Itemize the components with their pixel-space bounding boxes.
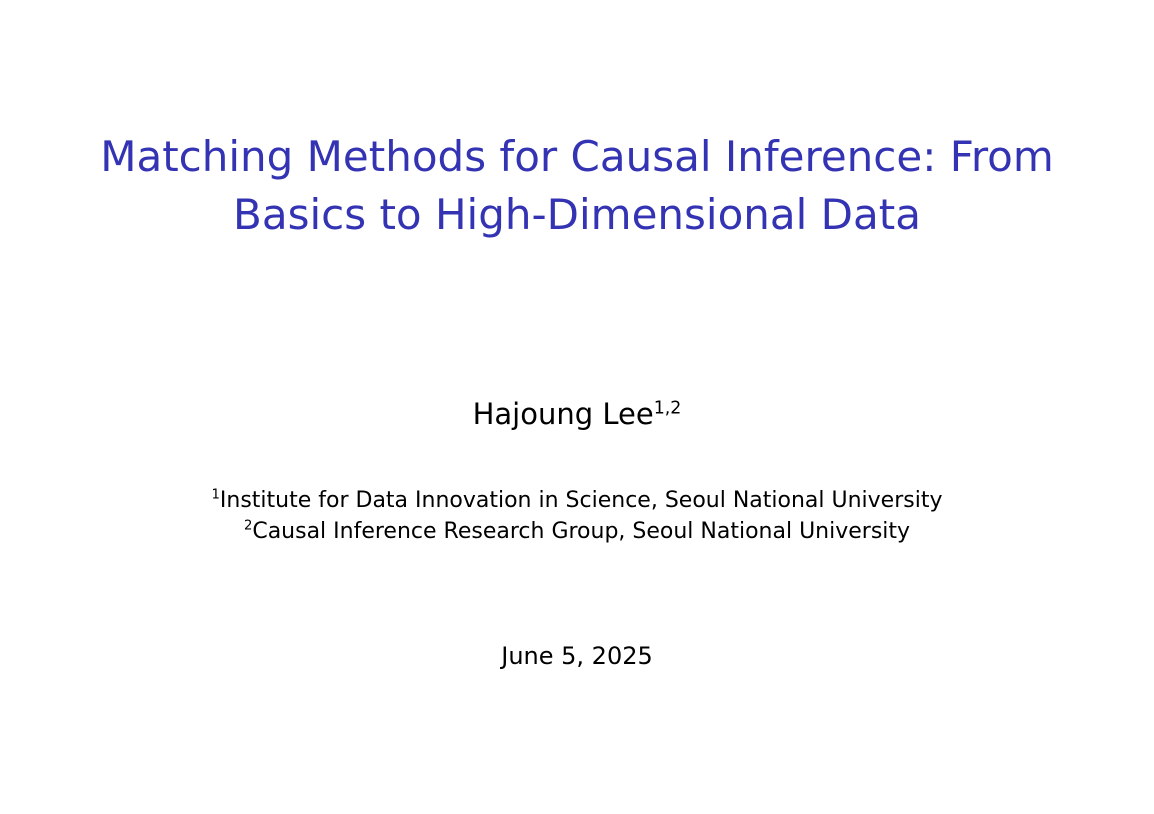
affiliation-2	[0, 516, 1154, 547]
author	[0, 394, 1154, 434]
slide-title-line-2: Basics to High-Dimensional Data	[233, 190, 921, 239]
affiliation-1-mark: 1	[211, 487, 220, 503]
affiliation-2-mark: 2	[243, 518, 253, 534]
slide-title	[0, 128, 1154, 244]
presentation-date: June 5, 2025	[501, 642, 653, 670]
author-affiliation-marks: 1,2	[653, 398, 682, 419]
affiliation-1	[0, 485, 1154, 516]
slide-title-line-1: Matching Methods for Causal Inference: From	[100, 132, 1054, 181]
affiliation-2-text: Causal Inference Research Group, Seoul National University	[252, 519, 911, 544]
author-name: Hajoung Lee	[472, 397, 654, 431]
affiliations	[0, 485, 1154, 547]
affiliation-1-text: Institute for Data Innovation in Science, Seoul National University	[219, 488, 943, 513]
